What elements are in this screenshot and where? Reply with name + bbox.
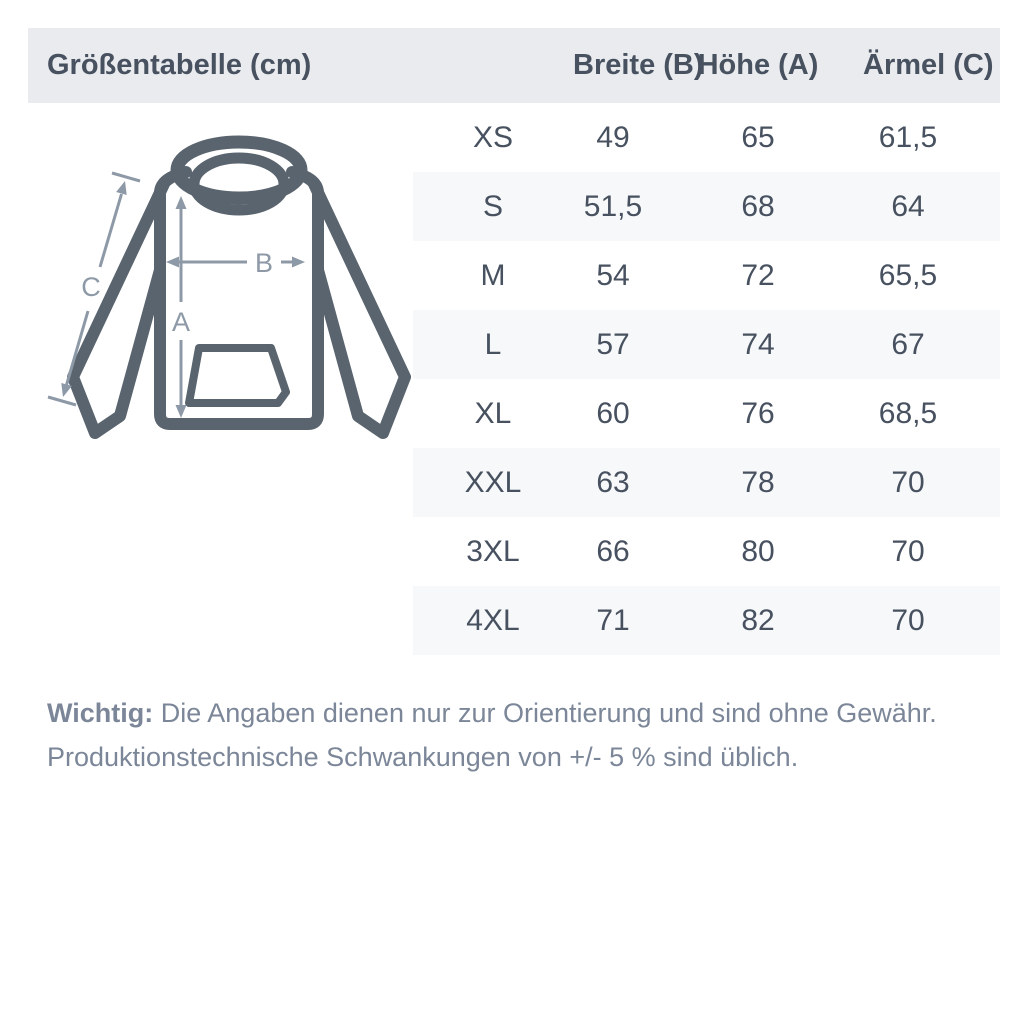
hoehe-cell: 76	[741, 396, 775, 430]
hoodie-pocket	[189, 348, 286, 403]
table-row	[413, 586, 1000, 655]
aermel-cell: 68,5	[878, 396, 938, 430]
aermel-cell: 70	[891, 534, 925, 568]
size-cell: XL	[474, 396, 512, 430]
hoehe-cell: 68	[741, 189, 775, 223]
arrow-down-icon	[176, 405, 187, 418]
aermel-cell: 70	[891, 603, 925, 637]
disclaimer-label: Wichtig:	[47, 698, 154, 728]
measure-a-label: A	[171, 307, 191, 337]
measure-b-label: B	[254, 248, 274, 278]
table-row	[413, 241, 1000, 310]
breite-cell: 54	[596, 258, 630, 292]
column-header-aermel: Ärmel (C)	[863, 49, 994, 81]
disclaimer-line1: Die Angaben dienen nur zur Orientierung und sind ohne Gewähr.	[160, 698, 937, 728]
column-header-hoehe: Höhe (A)	[697, 49, 819, 81]
measure-c-end-tick	[112, 173, 140, 181]
hoehe-cell: 72	[741, 258, 775, 292]
aermel-cell: 67	[891, 327, 925, 361]
size-table	[413, 103, 1000, 655]
table-row	[413, 517, 1000, 586]
disclaimer-note	[47, 691, 982, 779]
arrow-up-right-icon	[116, 181, 127, 195]
size-cell: 4XL	[466, 603, 520, 637]
breite-cell: 63	[596, 465, 630, 499]
aermel-cell: 65,5	[878, 258, 938, 292]
breite-cell: 51,5	[583, 189, 643, 223]
aermel-cell: 64	[891, 189, 925, 223]
header-band	[28, 28, 1000, 103]
size-cell: 3XL	[466, 534, 520, 568]
measure-c-end-tick	[48, 397, 76, 405]
arrow-left-icon	[166, 257, 179, 268]
size-cell: M	[480, 258, 506, 292]
table-row	[413, 448, 1000, 517]
table-row	[413, 103, 1000, 172]
breite-cell: 57	[596, 327, 630, 361]
breite-cell: 60	[596, 396, 630, 430]
table-row	[413, 172, 1000, 241]
page-title: Größentabelle (cm)	[47, 49, 312, 81]
table-row	[413, 379, 1000, 448]
aermel-cell: 61,5	[878, 120, 938, 154]
table-row	[413, 310, 1000, 379]
size-cell: XS	[472, 120, 514, 154]
column-header-breite: Breite (B)	[573, 49, 704, 81]
measure-c-label: C	[81, 272, 101, 302]
hoodie-left-sleeve	[73, 184, 164, 433]
measure-c-arrow	[100, 194, 122, 267]
size-cell: S	[482, 189, 503, 223]
disclaimer-line2: Produktionstechnische Schwankungen von +/- 5 % sind üblich.	[47, 742, 799, 772]
aermel-cell: 70	[891, 465, 925, 499]
arrow-right-icon	[292, 257, 305, 268]
hoodie-measurement-diagram	[42, 118, 427, 468]
size-cell: L	[484, 327, 502, 361]
hoehe-cell: 82	[741, 603, 775, 637]
breite-cell: 49	[596, 120, 630, 154]
breite-cell: 71	[596, 603, 630, 637]
arrow-up-icon	[176, 196, 187, 209]
hoehe-cell: 80	[741, 534, 775, 568]
breite-cell: 66	[596, 534, 630, 568]
hoehe-cell: 78	[741, 465, 775, 499]
hoehe-cell: 74	[741, 327, 775, 361]
hoehe-cell: 65	[741, 120, 775, 154]
hoodie-right-sleeve	[314, 184, 405, 433]
size-cell: XXL	[464, 465, 522, 499]
